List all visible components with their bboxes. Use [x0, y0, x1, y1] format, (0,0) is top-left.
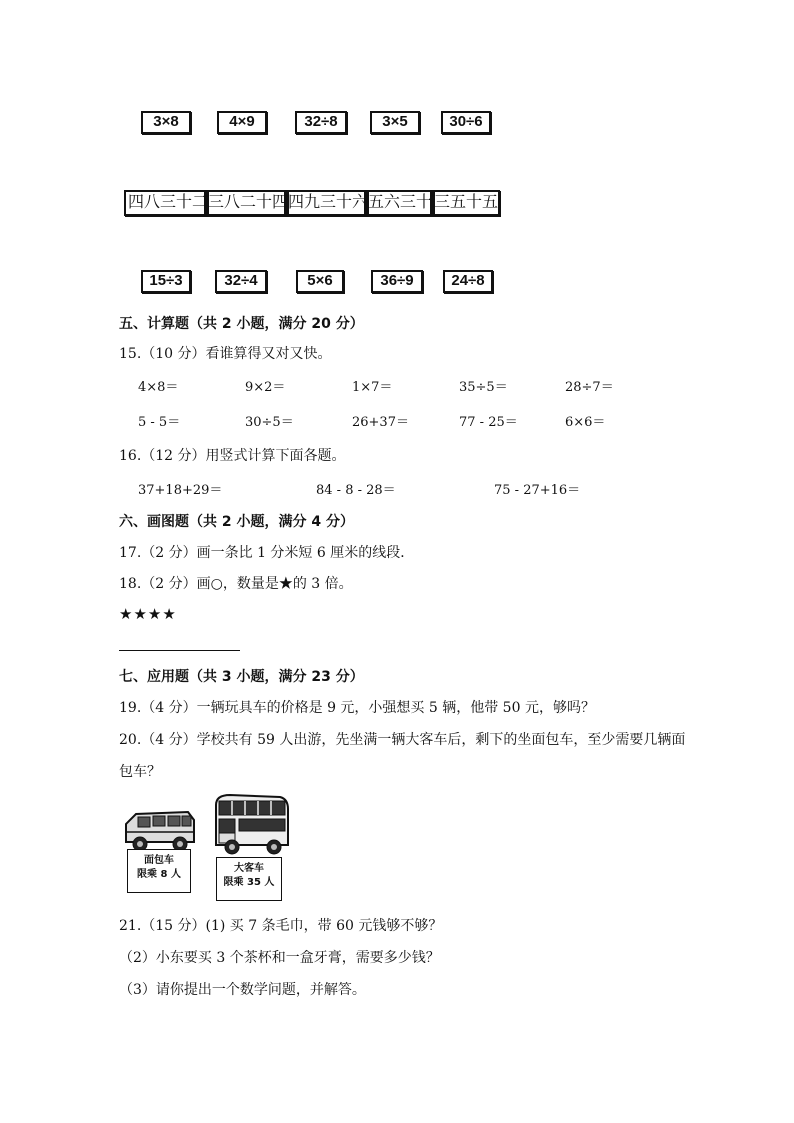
exercise: 84 - 8 - 28＝ [316, 483, 396, 498]
exercise: 9×2＝ [245, 380, 286, 395]
van-illustration [122, 806, 197, 854]
rhyme-box: 五六三十 [364, 190, 434, 216]
expression-box: 4×9 [217, 111, 267, 134]
exercise: 26+37＝ [352, 415, 409, 430]
expression-box: 3×5 [370, 111, 420, 134]
question-20-continued: 包车？ [119, 764, 161, 780]
exercise: 6×6＝ [565, 415, 606, 430]
answer-line [119, 650, 240, 651]
star-row: ★★★★ [119, 605, 177, 623]
exercise: 35÷5＝ [459, 380, 508, 395]
section-heading: 七、应用题（共 3 小题，满分 23 分） [119, 669, 364, 685]
van-label-capacity: 限乘 8 人 [137, 869, 181, 880]
bus-illustration [210, 793, 290, 855]
question-21-part-2: （2）小东要买 3 个茶杯和一盒牙膏，需要多少钱？ [119, 950, 440, 966]
question-21-part-3: （3）请你提出一个数学问题，并解答。 [119, 982, 366, 998]
expression-box: 5×6 [296, 270, 344, 293]
exercise: 30÷5＝ [245, 415, 294, 430]
expression-box: 24÷8 [443, 270, 493, 293]
bus-label-title: 大客车 [234, 863, 264, 874]
question-21: 21.（15 分）(1) 买 7 条毛巾，带 60 元钱够不够？ [119, 918, 443, 934]
expression-box: 3×8 [141, 111, 191, 134]
rhyme-box: 四九三十六 [284, 190, 368, 216]
question-17: 17.（2 分）画一条比 1 分米短 6 厘米的线段． [119, 545, 415, 561]
expression-box: 36÷9 [371, 270, 423, 293]
question-18: 18.（2 分）画○，数量是★的 3 倍。 [119, 576, 353, 592]
question-19: 19.（4 分）一辆玩具车的价格是 9 元，小强想买 5 辆，他带 50 元，够吗？ [119, 700, 595, 716]
question-15: 15.（10 分）看谁算得又对又快。 [119, 346, 332, 362]
expression-box: 30÷6 [441, 111, 491, 134]
exercise: 4×8＝ [138, 380, 179, 395]
expression-box: 32÷8 [295, 111, 347, 134]
rhyme-box: 三八二十四 [204, 190, 288, 216]
expression-box: 32÷4 [215, 270, 267, 293]
question-20: 20.（4 分）学校共有 59 人出游，先坐满一辆大客车后，剩下的坐面包车，至少需要几辆面 [119, 732, 686, 748]
exercise: 37+18+29＝ [138, 483, 223, 498]
section-heading: 五、计算题（共 2 小题，满分 20 分） [119, 316, 364, 332]
section-heading: 六、画图题（共 2 小题，满分 4 分） [119, 514, 354, 530]
exercise: 5 - 5＝ [138, 415, 181, 430]
exercise: 1×7＝ [352, 380, 393, 395]
rhyme-box: 三五十五 [430, 190, 500, 216]
exercise: 75 - 27+16＝ [494, 483, 581, 498]
exercise: 28÷7＝ [565, 380, 614, 395]
van-label [127, 849, 191, 893]
van-label-title: 面包车 [144, 855, 174, 866]
question-16: 16.（12 分）用竖式计算下面各题。 [119, 448, 346, 464]
exercise: 77 - 25＝ [459, 415, 518, 430]
rhyme-box: 四八三十二 [124, 190, 208, 216]
bus-label [216, 857, 282, 901]
expression-box: 15÷3 [141, 270, 191, 293]
bus-label-capacity: 限乘 35 人 [223, 877, 275, 888]
